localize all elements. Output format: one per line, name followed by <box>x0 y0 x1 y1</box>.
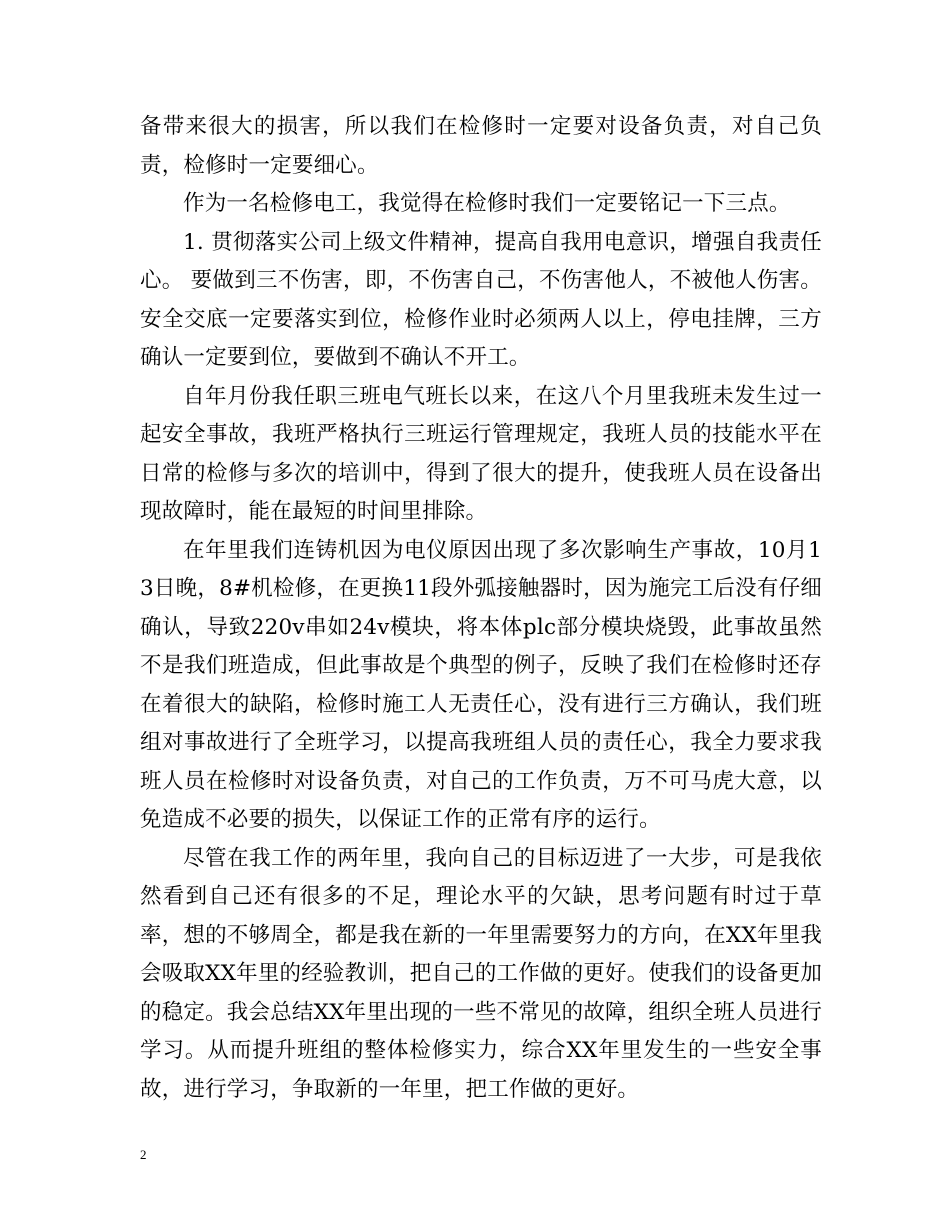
paragraph-outlook: 尽管在我工作的两年里，我向自己的目标迈进了一大步，可是我依然看到自己还有很多的不足，理论水平的欠缺，思考问题有时过于草率，想的不够周全，都是我在新的一年里需要努力的方向，在XX年里我会吸取XX年里的经验教训，把自己的工作做的更好。使我们的设备更加的稳定。我会总结XX年里出现的一些不常见的故障，组织全班人员进行学习。从而提升班组的整体检修实力，综合XX年里发生的一些安全事故，进行学习，争取新的一年里，把工作做的更好。 <box>140 845 823 1102</box>
document-body <box>140 108 822 1109</box>
paragraph-continuation: 备带来很大的损害，所以我们在检修时一定要对设备负责，对自己负责，检修时一定要细心。 <box>140 114 822 178</box>
paragraph-intro: 作为一名检修电工，我觉得在检修时我们一定要铭记一下三点。 <box>183 191 791 216</box>
paragraph-incident: 在年里我们连铸机因为电仪原因出现了多次影响生产事故，10月13日晚，8#机检修，在更换11段外弧接触器时，因为施完工后没有仔细确认，导致220v串如24v模块，将本体plc部分模块烧毁，此事故虽然不是我们班造成，但此事故是个典型的例子，反映了我们在检修时还存在着很大的缺陷，检修时施工人无责任心，没有进行三方确认，我们班组对事故进行了全班学习，以提高我班组人员的责任心，我全力要求我班人员在检修时对设备负责，对自己的工作负责，万不可马虎大意，以免造成不必要的损失，以保证工作的正常有序的运行。 <box>140 537 822 832</box>
paragraph-point-1: 1. 贯彻落实公司上级文件精神，提高自我用电意识，增强自我责任心。 要做到三不伤害，即，不伤害自己，不伤害他人，不被他人伤害。 安全交底一定要落实到位，检修作业时必须两人以上，停电挂牌，三方确认一定要到位，要做到不确认不开工。 <box>140 229 822 370</box>
paragraph-team-record: 自年月份我任职三班电气班长以来，在这八个月里我班未发生过一起安全事故，我班严格执行三班运行管理规定，我班人员的技能水平在日常的检修与多次的培训中，得到了很大的提升，使我班人员在设备出现故障时，能在最短的时间里排除。 <box>140 383 822 524</box>
page-number: 2 <box>140 1147 147 1162</box>
